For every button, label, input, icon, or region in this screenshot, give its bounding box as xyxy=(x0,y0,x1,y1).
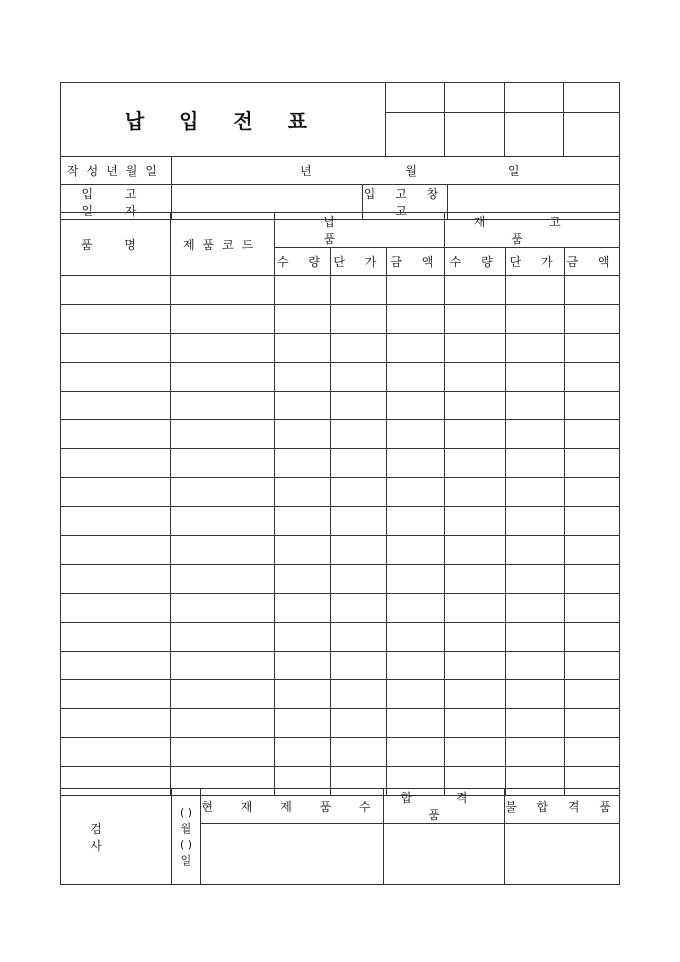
table-cell[interactable] xyxy=(170,333,274,362)
table-cell[interactable] xyxy=(445,304,506,333)
table-cell[interactable] xyxy=(170,304,274,333)
table-cell[interactable] xyxy=(274,507,331,536)
table-cell[interactable] xyxy=(565,738,620,767)
table-cell[interactable] xyxy=(331,333,387,362)
table-cell[interactable] xyxy=(387,680,445,709)
table-row xyxy=(61,449,620,478)
approval-box-header-4[interactable] xyxy=(564,83,620,113)
table-cell[interactable] xyxy=(565,362,620,391)
table-cell[interactable] xyxy=(274,276,331,305)
table-cell[interactable] xyxy=(61,738,171,767)
table-cell[interactable] xyxy=(445,593,506,622)
title-block xyxy=(60,82,620,157)
table-cell[interactable] xyxy=(565,507,620,536)
table-cell[interactable] xyxy=(506,622,565,651)
table-cell[interactable] xyxy=(387,391,445,420)
table-cell[interactable] xyxy=(331,507,387,536)
table-cell[interactable] xyxy=(506,449,565,478)
table-cell[interactable] xyxy=(387,651,445,680)
table-cell[interactable] xyxy=(445,622,506,651)
table-cell[interactable] xyxy=(445,507,506,536)
col-stock-price: 단 가 xyxy=(506,248,565,276)
table-cell[interactable] xyxy=(445,478,506,507)
table-cell[interactable] xyxy=(61,304,171,333)
table-cell[interactable] xyxy=(331,304,387,333)
table-cell[interactable] xyxy=(170,709,274,738)
table-cell[interactable] xyxy=(506,276,565,305)
warehouse-label: 입 고 창 고 xyxy=(363,185,448,220)
table-row xyxy=(61,564,620,593)
table-cell[interactable] xyxy=(565,391,620,420)
table-row xyxy=(61,593,620,622)
month-label: 월 xyxy=(405,164,418,178)
table-cell[interactable] xyxy=(331,362,387,391)
inspection-label: 검 사 xyxy=(61,789,172,885)
table-cell[interactable] xyxy=(61,276,171,305)
table-cell[interactable] xyxy=(170,507,274,536)
table-cell[interactable] xyxy=(170,680,274,709)
table-cell[interactable] xyxy=(170,362,274,391)
table-cell[interactable] xyxy=(506,362,565,391)
table-cell[interactable] xyxy=(274,680,331,709)
table-cell[interactable] xyxy=(387,564,445,593)
item-rows xyxy=(61,276,620,796)
item-table xyxy=(60,212,620,796)
table-cell[interactable] xyxy=(387,593,445,622)
col-stock-amount: 금 액 xyxy=(565,248,620,276)
table-row xyxy=(61,304,620,333)
col-product-code: 제품코드 xyxy=(170,213,274,276)
table-cell[interactable] xyxy=(565,709,620,738)
table-cell[interactable] xyxy=(331,564,387,593)
table-cell[interactable] xyxy=(331,420,387,449)
table-cell[interactable] xyxy=(387,304,445,333)
table-cell[interactable] xyxy=(565,304,620,333)
table-cell[interactable] xyxy=(445,680,506,709)
table-cell[interactable] xyxy=(274,420,331,449)
table-row xyxy=(61,651,620,680)
approval-box-2[interactable] xyxy=(444,113,505,157)
table-cell[interactable] xyxy=(331,536,387,565)
table-row xyxy=(61,391,620,420)
table-cell[interactable] xyxy=(274,593,331,622)
table-cell[interactable] xyxy=(61,593,171,622)
table-cell[interactable] xyxy=(274,304,331,333)
table-cell[interactable] xyxy=(445,564,506,593)
table-cell[interactable] xyxy=(61,622,171,651)
table-cell[interactable] xyxy=(170,593,274,622)
table-cell[interactable] xyxy=(565,276,620,305)
table-row xyxy=(61,276,620,305)
table-cell[interactable] xyxy=(506,738,565,767)
table-cell[interactable] xyxy=(387,420,445,449)
table-cell[interactable] xyxy=(331,276,387,305)
table-cell[interactable] xyxy=(274,333,331,362)
table-cell[interactable] xyxy=(387,478,445,507)
table-cell[interactable] xyxy=(274,536,331,565)
table-cell[interactable] xyxy=(387,622,445,651)
table-cell[interactable] xyxy=(331,478,387,507)
table-cell[interactable] xyxy=(387,362,445,391)
table-cell[interactable] xyxy=(565,622,620,651)
col-stock-qty: 수 량 xyxy=(445,248,506,276)
table-cell[interactable] xyxy=(565,478,620,507)
day-char: 일 xyxy=(180,853,192,867)
receipt-date-label: 입 고 일 자 xyxy=(61,185,172,220)
table-cell[interactable] xyxy=(445,362,506,391)
table-cell[interactable] xyxy=(565,449,620,478)
table-cell[interactable] xyxy=(61,362,171,391)
table-cell[interactable] xyxy=(506,478,565,507)
table-cell[interactable] xyxy=(387,738,445,767)
table-cell[interactable] xyxy=(274,391,331,420)
approval-box-1[interactable] xyxy=(385,113,444,157)
inspection-block xyxy=(60,788,620,885)
table-cell[interactable] xyxy=(565,333,620,362)
table-cell[interactable] xyxy=(274,564,331,593)
failed-header: 불 합 격 품 xyxy=(505,789,620,824)
table-cell[interactable] xyxy=(387,709,445,738)
table-cell[interactable] xyxy=(61,709,171,738)
table-cell[interactable] xyxy=(274,622,331,651)
passed-field[interactable] xyxy=(384,824,505,885)
col-stock: 재 고 품 xyxy=(445,213,620,248)
table-cell[interactable] xyxy=(170,449,274,478)
table-cell[interactable] xyxy=(445,738,506,767)
table-cell[interactable] xyxy=(274,478,331,507)
table-cell[interactable] xyxy=(331,651,387,680)
table-row xyxy=(61,362,620,391)
date-field[interactable] xyxy=(172,157,620,185)
table-cell[interactable] xyxy=(445,333,506,362)
table-cell[interactable] xyxy=(445,276,506,305)
approval-box-header-2[interactable] xyxy=(444,83,505,113)
day-paren: ( ) xyxy=(179,837,193,851)
month-char: 월 xyxy=(180,821,192,835)
table-cell[interactable] xyxy=(506,564,565,593)
table-row xyxy=(61,478,620,507)
table-row xyxy=(61,536,620,565)
table-cell[interactable] xyxy=(170,622,274,651)
current-count-field[interactable] xyxy=(201,824,384,885)
inspection-date[interactable] xyxy=(172,789,201,885)
table-row xyxy=(61,622,620,651)
table-cell[interactable] xyxy=(387,536,445,565)
table-cell[interactable] xyxy=(506,507,565,536)
date-block xyxy=(60,156,620,220)
table-cell[interactable] xyxy=(565,420,620,449)
table-cell[interactable] xyxy=(445,420,506,449)
table-cell[interactable] xyxy=(387,449,445,478)
col-delivered: 납 품 xyxy=(274,213,445,248)
table-cell[interactable] xyxy=(331,738,387,767)
table-cell[interactable] xyxy=(331,680,387,709)
delivery-slip-form xyxy=(60,82,620,877)
table-cell[interactable] xyxy=(506,304,565,333)
col-delivered-price: 단 가 xyxy=(331,248,387,276)
date-label: 작성년월일 xyxy=(61,157,172,185)
col-delivered-qty: 수 량 xyxy=(274,248,331,276)
table-row xyxy=(61,420,620,449)
table-cell[interactable] xyxy=(331,593,387,622)
table-cell[interactable] xyxy=(170,738,274,767)
table-cell[interactable] xyxy=(506,680,565,709)
table-cell[interactable] xyxy=(565,680,620,709)
table-cell[interactable] xyxy=(61,333,171,362)
form-title-text: 납 입 전 표 xyxy=(124,109,322,133)
table-cell[interactable] xyxy=(61,420,171,449)
failed-field[interactable] xyxy=(505,824,620,885)
table-cell[interactable] xyxy=(506,420,565,449)
table-cell[interactable] xyxy=(506,709,565,738)
day-label: 일 xyxy=(507,164,520,178)
table-cell[interactable] xyxy=(445,651,506,680)
table-cell[interactable] xyxy=(331,709,387,738)
table-cell[interactable] xyxy=(331,622,387,651)
table-cell[interactable] xyxy=(506,651,565,680)
table-cell[interactable] xyxy=(445,449,506,478)
table-cell[interactable] xyxy=(331,391,387,420)
table-row xyxy=(61,507,620,536)
table-cell[interactable] xyxy=(274,362,331,391)
table-cell[interactable] xyxy=(61,564,171,593)
table-cell[interactable] xyxy=(565,593,620,622)
col-delivered-amount: 금 액 xyxy=(387,248,445,276)
table-cell[interactable] xyxy=(445,391,506,420)
table-cell[interactable] xyxy=(506,593,565,622)
table-cell[interactable] xyxy=(170,391,274,420)
table-row xyxy=(61,709,620,738)
table-cell[interactable] xyxy=(170,276,274,305)
table-cell[interactable] xyxy=(274,651,331,680)
table-cell[interactable] xyxy=(170,478,274,507)
table-cell[interactable] xyxy=(506,391,565,420)
current-count-header: 현 재 제 품 수 xyxy=(201,789,384,824)
table-cell[interactable] xyxy=(506,536,565,565)
table-cell[interactable] xyxy=(565,651,620,680)
table-cell[interactable] xyxy=(331,449,387,478)
approval-box-3[interactable] xyxy=(505,113,564,157)
table-cell[interactable] xyxy=(445,536,506,565)
table-cell[interactable] xyxy=(274,709,331,738)
passed-header: 합 격 품 xyxy=(384,789,505,824)
table-cell[interactable] xyxy=(61,536,171,565)
table-row xyxy=(61,333,620,362)
table-cell[interactable] xyxy=(387,507,445,536)
table-cell[interactable] xyxy=(565,564,620,593)
table-cell[interactable] xyxy=(61,507,171,536)
table-cell[interactable] xyxy=(170,536,274,565)
month-paren: ( ) xyxy=(179,805,193,819)
table-cell[interactable] xyxy=(445,709,506,738)
table-cell[interactable] xyxy=(61,651,171,680)
table-cell[interactable] xyxy=(274,449,331,478)
table-row xyxy=(61,680,620,709)
table-cell[interactable] xyxy=(506,333,565,362)
table-cell[interactable] xyxy=(61,680,171,709)
col-item-name: 품 명 xyxy=(61,213,171,276)
table-cell[interactable] xyxy=(387,276,445,305)
table-cell[interactable] xyxy=(274,738,331,767)
table-cell[interactable] xyxy=(61,391,171,420)
approval-box-4[interactable] xyxy=(564,113,620,157)
table-cell[interactable] xyxy=(170,420,274,449)
table-cell[interactable] xyxy=(170,651,274,680)
year-label: 년 xyxy=(300,164,312,178)
table-row xyxy=(61,738,620,767)
table-cell[interactable] xyxy=(170,564,274,593)
approval-box-header-1[interactable] xyxy=(385,83,444,113)
form-title xyxy=(61,83,386,157)
table-cell[interactable] xyxy=(61,478,171,507)
approval-box-header-3[interactable] xyxy=(505,83,564,113)
table-cell[interactable] xyxy=(61,449,171,478)
table-cell[interactable] xyxy=(565,536,620,565)
table-cell[interactable] xyxy=(387,333,445,362)
